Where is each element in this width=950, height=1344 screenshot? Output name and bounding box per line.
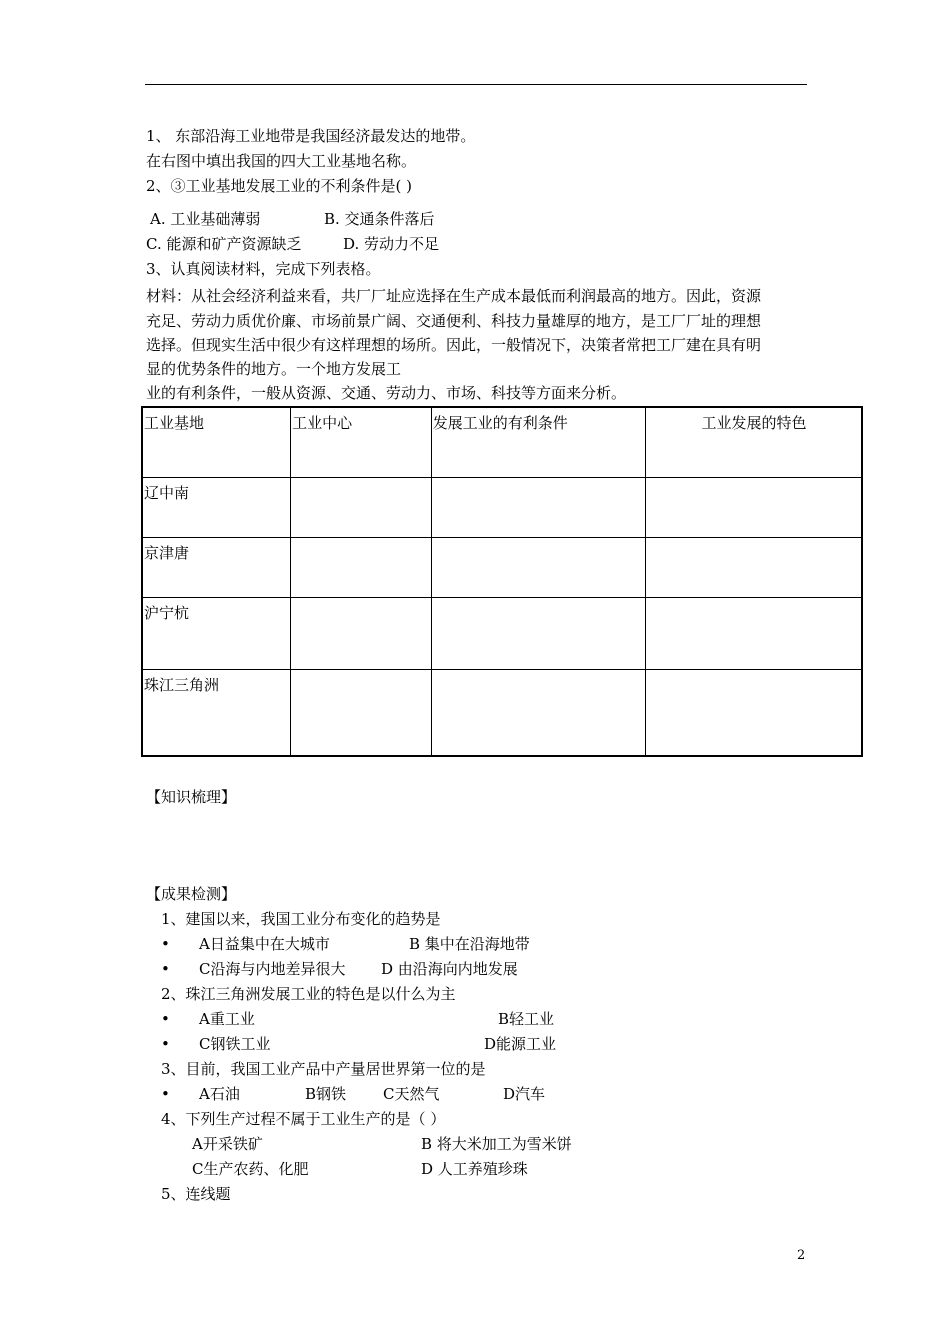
table-cell[interactable] xyxy=(291,477,432,537)
material-line5: 业的有利条件，一般从资源、交通、劳动力、市场、科技等方面来分析。 xyxy=(146,384,627,402)
q2-option-b: B. 交通条件落后 xyxy=(324,210,435,228)
table-row xyxy=(142,597,862,669)
table-cell[interactable] xyxy=(431,537,645,597)
bullet: • xyxy=(161,1010,170,1028)
test-q3: 3、目前，我国工业产品中产量居世界第一位的是 xyxy=(161,1060,486,1078)
test-q4-c: C生产农药、化肥 xyxy=(192,1160,309,1178)
test-q4: 4、下列生产过程不属于工业生产的是（ ） xyxy=(161,1110,446,1128)
material-line2: 充足、劳动力质优价廉、市场前景广阔、交通便利、科技力量雄厚的地方，是工厂厂址的理想 xyxy=(146,312,762,330)
bullet: • xyxy=(161,1035,170,1053)
test-q3-b: B钢铁 xyxy=(305,1085,347,1103)
table-cell[interactable] xyxy=(431,477,645,537)
q2-option-c: C. 能源和矿产资源缺乏 xyxy=(146,235,302,253)
q1-line2: 在右图中填出我国的四大工业基地名称。 xyxy=(146,152,417,170)
table-cell[interactable] xyxy=(646,597,862,669)
table-cell[interactable] xyxy=(646,537,862,597)
test-q1-cd: • C沿海与内地差异很大 xyxy=(161,960,346,978)
section-knowledge: 【知识梳理】 xyxy=(146,788,237,806)
table-row-label: 珠江三角洲 xyxy=(142,669,291,756)
bullet: • xyxy=(161,1085,170,1103)
table-row xyxy=(142,477,862,537)
table-cell[interactable] xyxy=(431,597,645,669)
test-q1: 1、建国以来，我国工业分布变化的趋势是 xyxy=(161,910,441,928)
bullet: • xyxy=(161,935,170,953)
test-q4-b: B 将大米加工为雪米饼 xyxy=(421,1135,572,1153)
table-header-cell: 发展工业的有利条件 xyxy=(431,407,645,477)
table-row xyxy=(142,669,862,756)
table-cell[interactable] xyxy=(291,597,432,669)
table-row-label: 辽中南 xyxy=(142,477,291,537)
test-q4-d: D 人工养殖珍珠 xyxy=(421,1160,528,1178)
table-cell[interactable] xyxy=(646,669,862,756)
table-row-label: 沪宁杭 xyxy=(142,597,291,669)
test-q2-a: • A重工业 xyxy=(161,1010,255,1028)
test-q1-b: B 集中在沿海地带 xyxy=(409,935,530,953)
material-line1: 材料：从社会经济利益来看，共厂厂址应选择在生产成本最低而利润最高的地方。因此，资源 xyxy=(146,287,762,305)
header-rule xyxy=(145,84,807,85)
test-q3-c: C天然气 xyxy=(383,1085,440,1103)
test-q2-d: D能源工业 xyxy=(484,1035,557,1053)
test-q4-a: A开采铁矿 xyxy=(192,1135,263,1153)
industrial-base-table xyxy=(141,406,863,757)
table-header-cell: 工业中心 xyxy=(291,407,432,477)
test-q5: 5、连线题 xyxy=(161,1185,231,1203)
q3-stem: 3、认真阅读材料，完成下列表格。 xyxy=(146,260,381,278)
test-q2: 2、珠江三角洲发展工业的特色是以什么为主 xyxy=(161,985,456,1003)
bullet: • xyxy=(161,960,170,978)
test-q3-a: • A石油 xyxy=(161,1085,240,1103)
table-cell[interactable] xyxy=(431,669,645,756)
test-q3-d: D汽车 xyxy=(503,1085,546,1103)
section-test: 【成果检测】 xyxy=(146,885,237,903)
q2-stem: 2、③工业基地发展工业的不利条件是( ) xyxy=(146,177,413,195)
table-header-row xyxy=(142,407,862,477)
test-q1-d: D 由沿海向内地发展 xyxy=(381,960,518,978)
q2-option-a: A. 工业基础薄弱 xyxy=(150,210,261,228)
material-line4: 显的优势条件的地方。一个地方发展工 xyxy=(146,360,402,378)
table-header-cell: 工业基地 xyxy=(142,407,291,477)
table-row-label: 京津唐 xyxy=(142,537,291,597)
table-cell[interactable] xyxy=(291,537,432,597)
test-q2-c: • C钢铁工业 xyxy=(161,1035,271,1053)
test-q2-b: B轻工业 xyxy=(498,1010,555,1028)
page-number: 2 xyxy=(797,1248,806,1263)
table-cell[interactable] xyxy=(291,669,432,756)
table-header-cell: 工业发展的特色 xyxy=(646,407,862,477)
q2-option-d: D. 劳动力不足 xyxy=(343,235,440,253)
test-q1-ab: • A日益集中在大城市 xyxy=(161,935,330,953)
q1-line1: 1、 东部沿海工业地带是我国经济最发达的地带。 xyxy=(146,127,476,145)
material-line3: 选择。但现实生活中很少有这样理想的场所。因此，一般情况下，决策者常把工厂建在具有明 xyxy=(146,336,762,354)
table-cell[interactable] xyxy=(646,477,862,537)
table-row xyxy=(142,537,862,597)
